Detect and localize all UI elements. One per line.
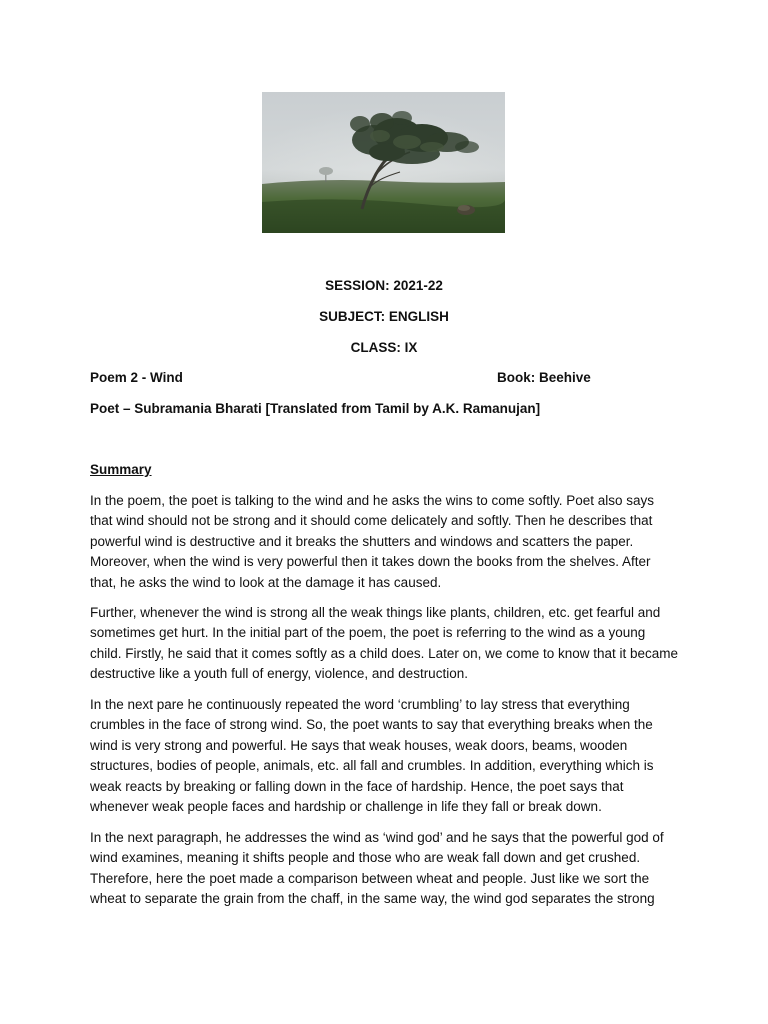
session-line: SESSION: 2021-22 [325, 278, 443, 293]
wind-swept-tree-photo [262, 92, 505, 233]
class-line: CLASS: IX [350, 340, 418, 355]
summary-heading: Summary [90, 462, 152, 477]
poem-title: Poem 2 - Wind [90, 370, 183, 385]
summary-paragraph: In the poem, the poet is talking to the wind and he asks the wins to come softly. Poet also says that wind should not be strong and it should come delicately and softly. Then he describes that powerful wind is destructive and it breaks the shutters and windows and scatters the paper. Moreover, when the wind is very powerful then it takes down the books from the shelves. After that, he asks the wind to look at the damage it has caused. [90, 493, 655, 590]
summary-paragraph: In the next paragraph, he addresses the wind as ‘wind god’ and he says that the powerful god of wind examines, meaning it shifts people and those who are weak fall down and get crushed. Therefore, here the poet made a comparison between wheat and people. Just like we sort the wheat to separate the grain from the chaff, in the same way, the wind god separates the strong [90, 830, 664, 907]
summary-paragraph: Further, whenever the wind is strong all the weak things like plants, children, etc. get fearful and sometimes get hurt. In the initial part of the poem, the poet is referring to the wind as a young child. Firstly, he said that it comes softly as a child does. Later on, we come to know that it became destructive like a youth full of energy, violence, and destruction. [90, 605, 679, 682]
subject-line: SUBJECT: ENGLISH [319, 309, 449, 324]
summary-paragraph: In the next pare he continuously repeated the word ‘crumbling’ to lay stress that everything crumbles in the face of strong wind. So, the poet wants to say that everything breaks when the wind is very strong and powerful. He says that weak houses, weak doors, beams, wooden structures, bodies of people, animals, etc. all fall and crumbles. In addition, everything which is weak reacts by breaking or falling down in the face of hardship. Hence, the poet says that whenever weak people faces and hardship or challenge in life they fall or break down. [90, 697, 654, 815]
book-name: Book: Beehive [497, 370, 591, 385]
poet-line: Poet – Subramania Bharati [Translated from Tamil by A.K. Ramanujan] [90, 401, 541, 416]
